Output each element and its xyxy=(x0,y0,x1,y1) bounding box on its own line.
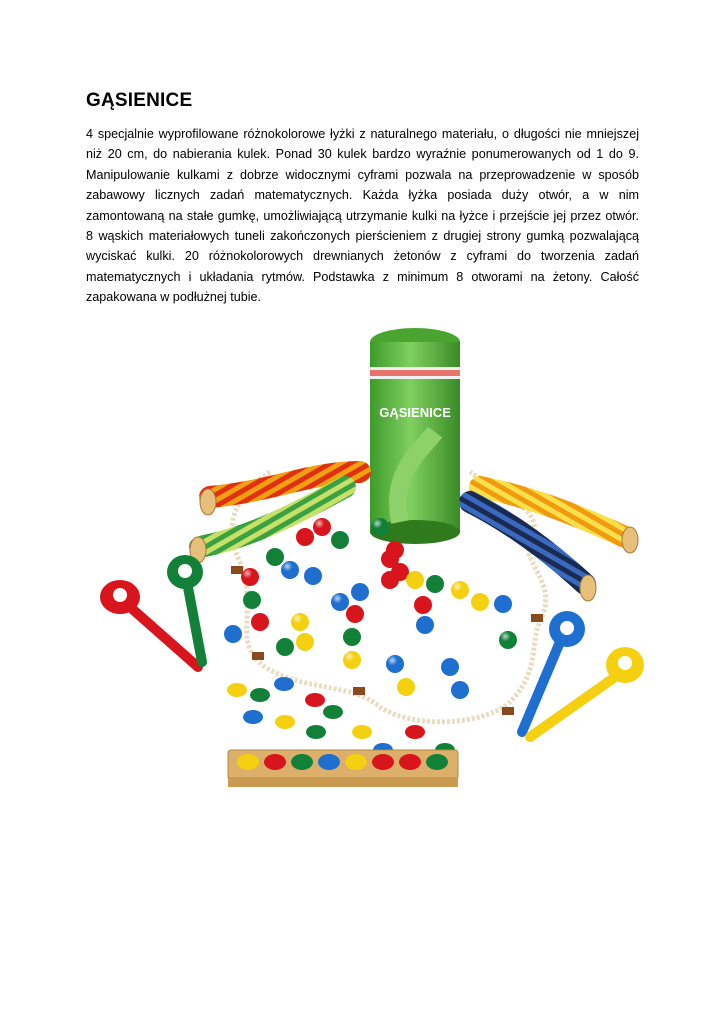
document-title: GĄSIENICE xyxy=(86,90,193,111)
product-photo xyxy=(90,322,650,812)
packaging-tube xyxy=(370,328,460,544)
token-stand xyxy=(228,750,458,787)
packaging-label: GĄSIENICE xyxy=(379,405,451,420)
numbered-balls xyxy=(224,518,517,699)
product-description: 4 specjalnie wyprofilowane różnokolorowe łyżki z naturalnego materiału, o długości nie mniejszej niż 20 cm, do nabierania kulek. Ponad 30 kulek bardzo wyraźnie ponumerowanych od 1 do 9. Manipulowanie kulkami z dobrze widocznymi cyframi pozwala na przeprowadzenie w sposób zabawowy licznych zadań matematycznych. Każda łyżka posiada duży otwór, a w nim zamontowaną na stałe gumkę, umożliwiającą utrzymanie kulki na łyżce i przejście jej przez otwór. 8 wąskich materiałowych tuneli zakończonych pierścieniem z drugiej strony gumką pozwalającą wyciskać kulki. 20 różnokolorowych drewnianych żetonów z cyframi do tworzenia zadań matematycznych i układania rytmów. Podstawka z minimum 8 otworami na żetony. Całość zapakowana w podłużnej tubie. xyxy=(86,127,639,305)
spoons xyxy=(100,555,644,737)
